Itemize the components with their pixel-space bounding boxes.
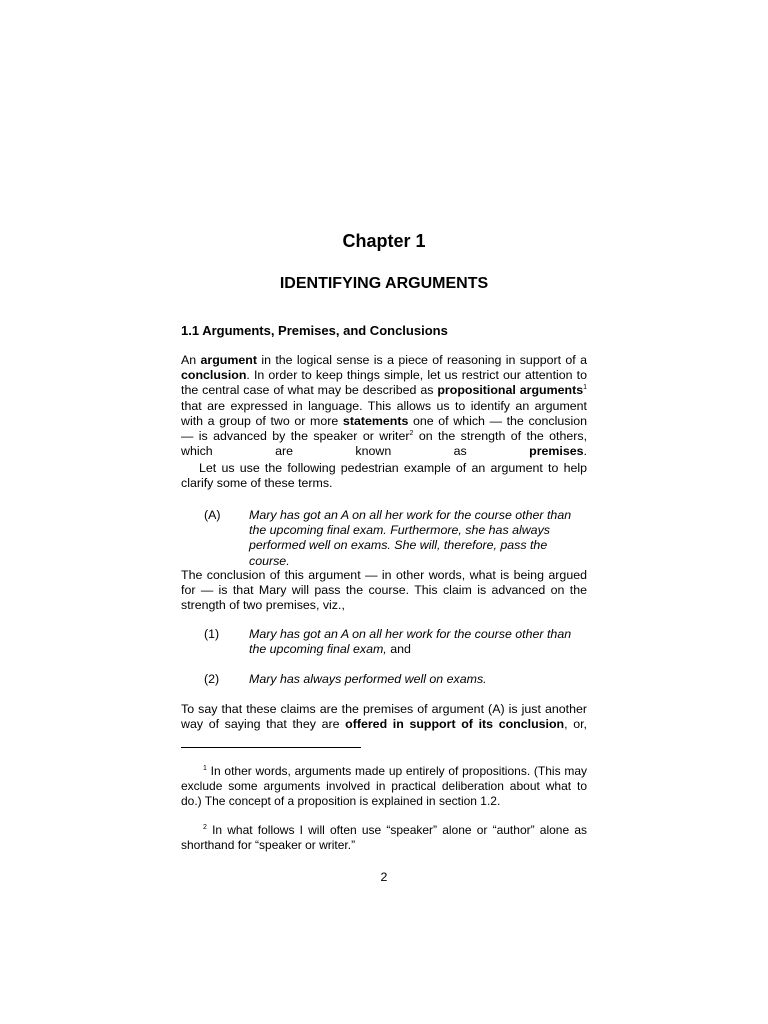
premise-1-tail: and <box>386 642 411 657</box>
footnote-2 <box>181 823 587 853</box>
example-a-label: (A) <box>204 508 221 522</box>
footnote-divider <box>181 747 361 748</box>
paragraph-conclusion-explained: The conclusion of this argument — in other words, what is being argued for — is that Mary will pass the course. This claim is advanced on the strength of two premises, viz., <box>181 568 587 613</box>
paragraph-example-intro: Let us use the following pedestrian example of an argument to help clarify some of these terms. <box>181 461 587 491</box>
term-premises: premises <box>529 444 584 459</box>
text-run: on the strength of the others, which are known as <box>181 429 588 459</box>
footnote-ref-2: 2 <box>409 430 414 438</box>
term-argument: argument <box>200 353 257 367</box>
page-number: 2 <box>380 870 388 884</box>
term-statements: statements <box>342 413 409 428</box>
chapter-label: Chapter 1 <box>342 231 426 251</box>
text-run: . In order to keep things simple, let us restrict our attention to the central case of what may be described as <box>181 368 587 398</box>
example-a-text: Mary has got an A on all her work for the course other than the upcoming final exam. Furthermore, she has always performed well on exams. She will, therefore, pass the course. <box>249 508 572 568</box>
premise-1-label: (1) <box>204 627 220 641</box>
footnote-1 <box>181 764 587 810</box>
text-run: . <box>583 444 587 459</box>
text-run: To say that these claims are the premises of argument (A) is just another way of saying that they are <box>181 702 587 732</box>
term-propositional-arguments: propositional arguments <box>437 383 584 398</box>
text-run: that are expressed in language. This allows us to identify an argument with a group of two or more <box>181 398 587 428</box>
text-run: , or, <box>564 717 588 732</box>
premise-2-label: (2) <box>204 672 220 686</box>
paragraph-argument-definition <box>181 353 587 459</box>
footnote-1-mark: 1 <box>203 765 207 772</box>
term-conclusion: conclusion <box>181 368 247 383</box>
footnote-2-mark: 2 <box>203 824 207 831</box>
chapter-title: IDENTIFYING ARGUMENTS <box>279 275 489 292</box>
text-run: An <box>181 353 201 367</box>
paragraph-premises-support <box>181 702 587 732</box>
premise-1-italic: Mary has got an A on all her work for the course other than the upcoming final exam, <box>249 627 572 657</box>
footnote-2-text: In what follows I will often use “speaker” alone or “author” alone as shorthand for “speaker or writer.” <box>181 823 587 853</box>
text-run: in the logical sense is a piece of reasoning in support of a <box>256 353 587 367</box>
section-heading: 1.1 Arguments, Premises, and Conclusions <box>181 323 448 338</box>
premise-1-text <box>249 627 588 657</box>
footnote-1-text: In other words, arguments made up entirely of propositions. (This may exclude some arguments involved in practical deliberation about what to do.) The concept of a proposition is explained in section 1.2. <box>181 764 587 809</box>
premise-2-text: Mary has always performed well on exams. <box>249 672 487 686</box>
text-run: one of which — the conclusion — is advanced by the speaker or writer <box>181 413 587 444</box>
footnote-ref-1: 1 <box>583 384 587 392</box>
term-offered-in-support: offered in support of its conclusion <box>345 717 565 732</box>
